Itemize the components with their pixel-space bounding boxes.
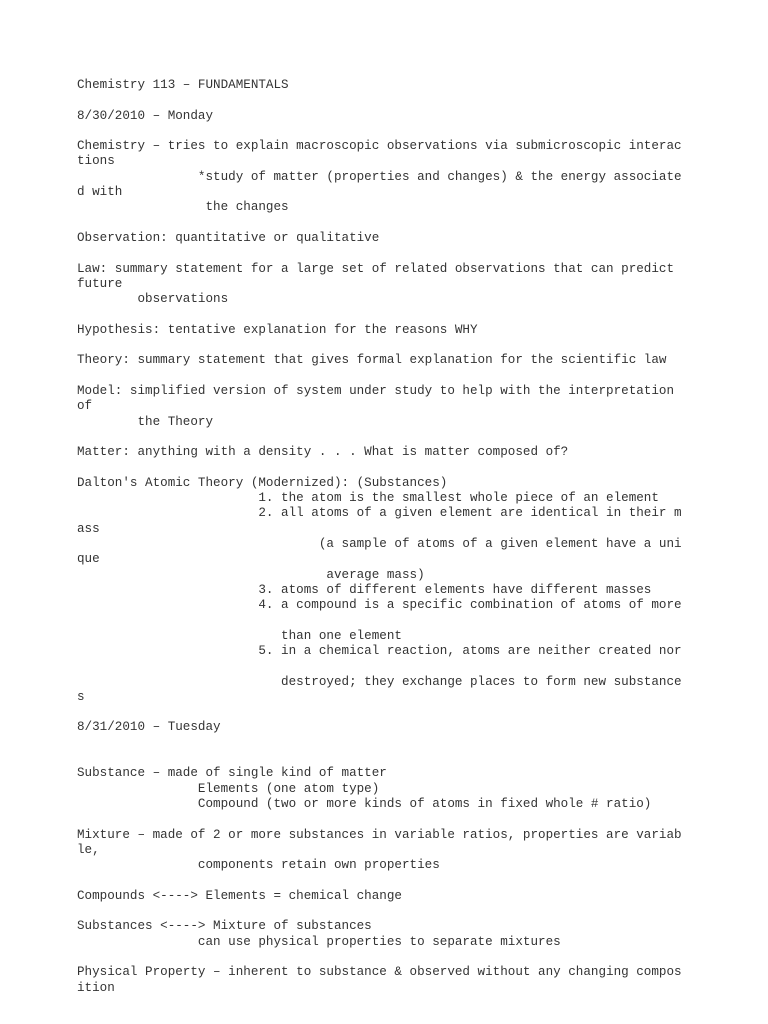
document-line [77,950,682,965]
document-line [77,812,682,827]
document-line: le, [77,842,100,857]
document-line: Chemistry – tries to explain macroscopic observations via submicroscopic interac [77,139,682,154]
document-line: can use physical properties to separate mixtures [77,934,561,949]
document-line: 3. atoms of different elements have different masses [77,582,652,597]
document-line [77,93,682,108]
document-line: Physical Property – inherent to substance & observed without any changing compos [77,965,682,980]
document-line: 5. in a chemical reaction, atoms are neither created nor [77,643,682,658]
document-line: 8/30/2010 – Monday [77,108,214,123]
document-line: components retain own properties [77,858,440,873]
document-line: Law: summary statement for a large set of related observations that can predict [77,261,675,276]
document-line [77,124,682,139]
document-line: of [77,399,93,414]
document-line: Observation: quantitative or qualitative [77,230,380,245]
document-line: que [77,552,100,567]
document-line: ass [77,521,100,536]
document-line: Elements (one atom type) [77,781,380,796]
document-line: average mass) [77,567,425,582]
document-line [77,659,682,674]
document-line: ition [77,980,115,995]
document-line: than one element [77,628,402,643]
document-line: Mixture – made of 2 or more substances in variable ratios, properties are variab [77,827,682,842]
document-line: Dalton's Atomic Theory (Modernized): (Substances) [77,475,448,490]
document-line [77,751,682,766]
document-line [77,736,682,751]
document-line: 1. the atom is the smallest whole piece of an element [77,491,659,506]
document-line [77,216,682,231]
document-line: Compound (two or more kinds of atoms in fixed whole # ratio) [77,796,652,811]
document-line: Hypothesis: tentative explanation for the reasons WHY [77,322,478,337]
document-line: Matter: anything with a density . . . What is matter composed of? [77,445,569,460]
document-line [77,338,682,353]
document-line: the Theory [77,414,214,429]
document-line: future [77,276,123,291]
document-line: s [77,689,85,704]
document-line [77,873,682,888]
document-line: observations [77,292,229,307]
document-line: d with [77,185,123,200]
document-line: 4. a compound is a specific combination of atoms of more [77,598,682,613]
document-line [77,307,682,322]
document-line [77,430,682,445]
document-line: Model: simplified version of system under study to help with the interpretation [77,383,675,398]
document-line: *study of matter (properties and changes) & the energy associate [77,169,682,184]
document-line [77,246,682,261]
document-line: Substances <----> Mixture of substances [77,919,372,934]
document-line: destroyed; they exchange places to form new substance [77,674,682,689]
document-line: Compounds <----> Elements = chemical change [77,888,402,903]
document-line [77,705,682,720]
document-line: Chemistry 113 – FUNDAMENTALS [77,78,289,92]
document-line [77,369,682,384]
document-line: (a sample of atoms of a given element have a uni [77,536,682,551]
document-line [77,460,682,475]
document-line: Substance – made of single kind of matter [77,766,387,781]
document-line: 8/31/2010 – Tuesday [77,720,221,735]
document-body [77,78,682,996]
document-line [77,613,682,628]
document-line: Theory: summary statement that gives formal explanation for the scientific law [77,353,667,368]
document-line [77,904,682,919]
document-line: the changes [77,200,289,215]
document-line: tions [77,154,115,169]
document-line: 2. all atoms of a given element are identical in their m [77,506,682,521]
